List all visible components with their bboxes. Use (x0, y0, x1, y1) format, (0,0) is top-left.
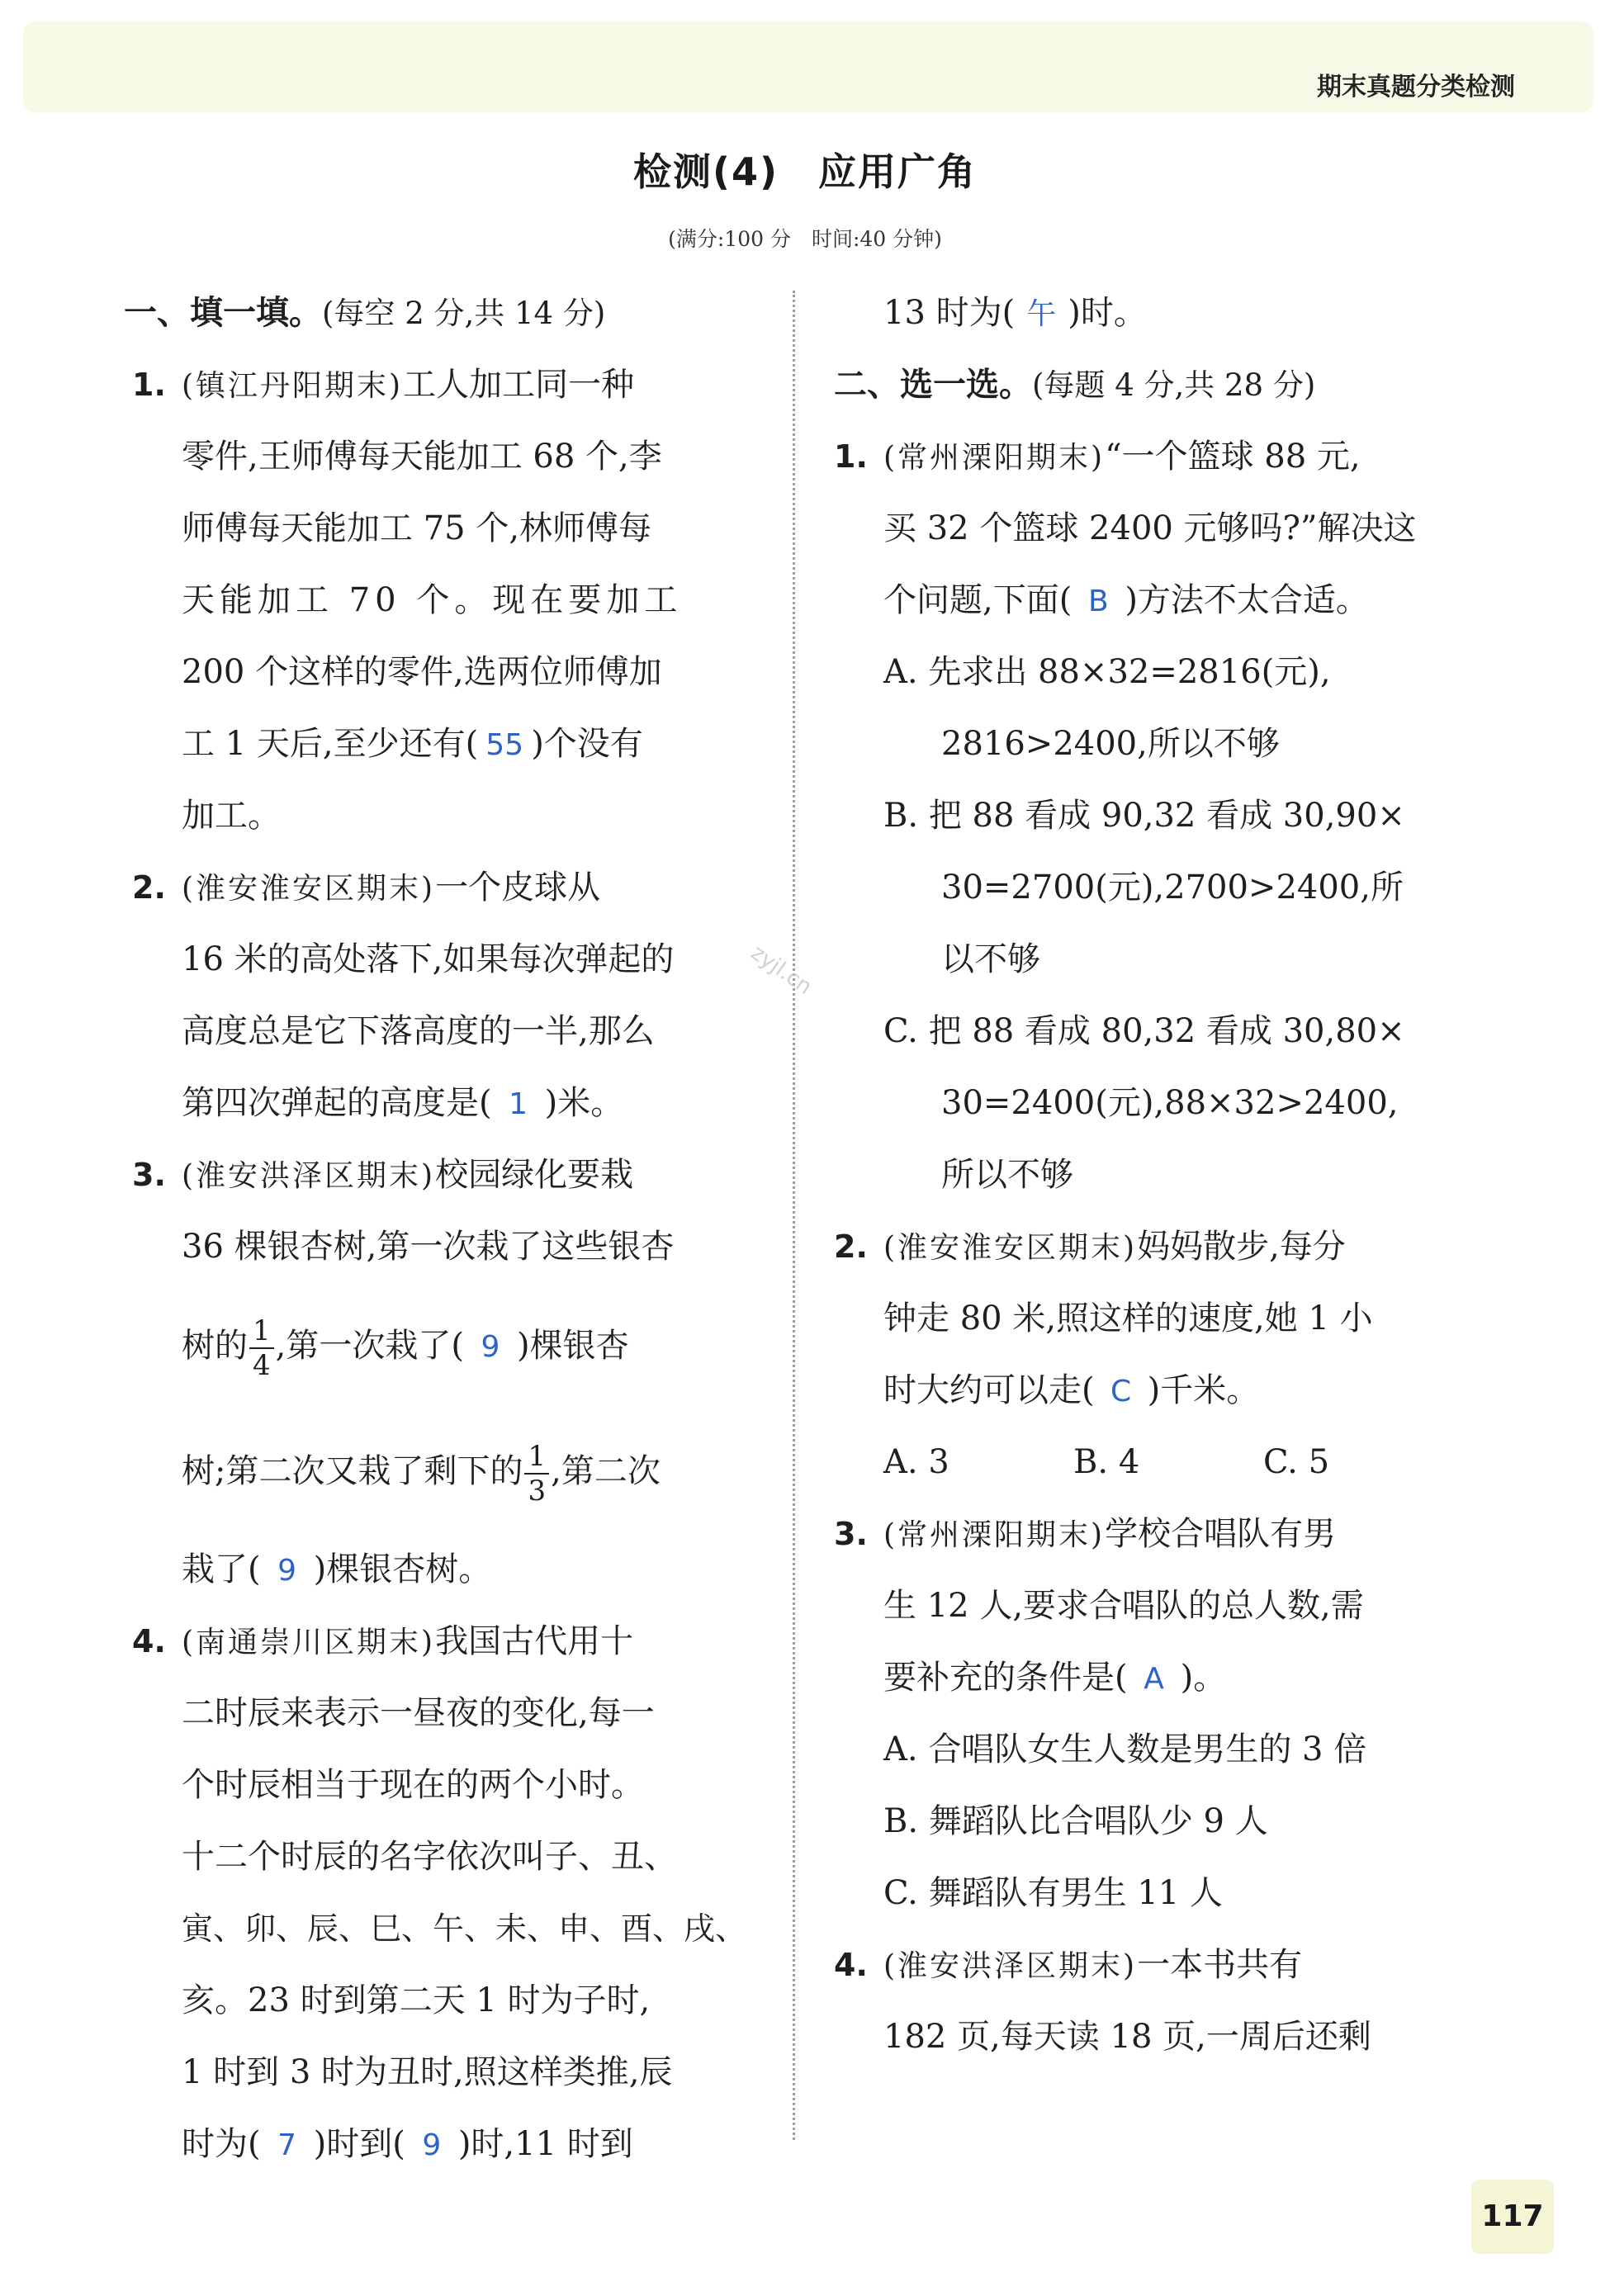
question-text: 二时辰来表示一昼夜的变化,每一 (182, 1694, 655, 1732)
question-number: 2. (834, 1228, 868, 1265)
question-text: 个问题,下面( (883, 581, 1073, 619)
answer-blank: 午 (1026, 297, 1057, 331)
question-text: 36 棵银杏树,第一次栽了这些银杏 (182, 1228, 675, 1266)
question-text: )千米。 (1147, 1371, 1260, 1409)
section-2-title: 二、选一选。 (834, 366, 1032, 404)
question-fill-1 (132, 349, 760, 852)
page-number: 117 (1471, 2180, 1554, 2254)
page-title: 检测(4) 应用广角 (632, 149, 978, 194)
question-text: )个没有 (531, 725, 643, 763)
question-text: 钟走 80 米,照这样的速度,她 1 小 (883, 1299, 1373, 1337)
question-text: 第四次弹起的高度是( (182, 1084, 492, 1122)
left-column (124, 277, 760, 2180)
option-c-continued: 30=2400(元),88×32>2400, (941, 1084, 1399, 1122)
answer-blank: 9 (422, 2128, 442, 2162)
answer-blank: B (1087, 585, 1109, 618)
section-1-title: 一、填一填。 (124, 294, 322, 332)
fraction-numerator: 1 (253, 1314, 271, 1347)
question-text: 个时辰相当于现在的两个小时。 (182, 1766, 644, 1804)
header-label: 期末真题分类检测 (1317, 73, 1515, 102)
question-source: (南通崇川区期末) (182, 1626, 436, 1659)
question-source: (淮安淮安区期末) (182, 872, 436, 906)
column-divider (793, 291, 795, 2140)
question-text: )。 (1180, 1659, 1227, 1697)
section-1-heading (124, 277, 760, 349)
question-text: 时为( (182, 2125, 261, 2163)
question-text: 校园绿化要栽 (435, 1156, 634, 1194)
fraction (524, 1440, 549, 1508)
question-text: 182 页,每天读 18 页,一周后还剩 (883, 2018, 1371, 2056)
question-number: 3. (834, 1516, 868, 1552)
option-row (883, 1427, 1478, 1498)
question-text: )米。 (544, 1084, 624, 1122)
answer-blank: 9 (481, 1330, 500, 1364)
question-source: (淮安洪泽区期末) (883, 1949, 1138, 1983)
question-source: (镇江丹阳期末) (182, 369, 404, 403)
question-text: 高度总是它下落高度的一半,那么 (182, 1012, 655, 1050)
question-text: 生 12 人,要求合唱队的总人数,需 (883, 1587, 1364, 1625)
question-text: 200 个这样的零件,选两位师傅加 (182, 653, 662, 691)
option-c-continued: 所以不够 (941, 1156, 1073, 1194)
option-b-continued: 以不够 (941, 940, 1040, 978)
question-number: 2. (132, 869, 166, 906)
question-text: 13 时为( (883, 294, 1016, 332)
question-text: 学校合唱队有男 (1105, 1515, 1337, 1553)
question-number: 4. (834, 1947, 868, 1983)
question-choice-1 (834, 421, 1478, 1211)
answer-blank: 9 (277, 1554, 297, 1588)
option-a: A. 3 (883, 1443, 949, 1481)
question-text: 一个皮球从 (435, 869, 601, 907)
question-text: 零件,王师傅每天能加工 68 个,李 (182, 438, 662, 476)
fraction (249, 1314, 274, 1382)
question-choice-4 (834, 1929, 1478, 2073)
question-text: 1 时到 3 时为丑时,照这样类推,辰 (182, 2053, 673, 2091)
question-text: )时到( (313, 2125, 405, 2163)
question-text: “一个篮球 88 元, (1105, 438, 1361, 476)
question-text: 加工。 (182, 797, 281, 835)
question-number: 3. (132, 1157, 166, 1193)
option-b: B. 把 88 看成 90,32 看成 30,90× (883, 797, 1405, 835)
question-text: 一本书共有 (1137, 1946, 1303, 1984)
question-text: 时大约可以走( (883, 1371, 1095, 1409)
question-number: 4. (132, 1623, 166, 1659)
section-2-note: (每题 4 分,共 28 分) (1032, 367, 1316, 403)
question-text: 工 1 天后,至少还有( (182, 725, 479, 763)
question-number: 1. (834, 438, 868, 475)
question-text: 要补充的条件是( (883, 1659, 1128, 1697)
question-text: 十二个时辰的名字依次叫子、丑、 (182, 1838, 677, 1876)
question-text: 栽了( (182, 1550, 261, 1588)
question-text: ,第二次 (551, 1452, 661, 1490)
option-b: B. 舞蹈队比合唱队少 9 人 (883, 1802, 1268, 1840)
question-text: )时。 (1068, 294, 1147, 332)
question-text: 树;第二次又栽了剩下的 (182, 1452, 523, 1490)
answer-blank: 1 (509, 1087, 528, 1121)
question-choice-3 (834, 1498, 1478, 1929)
option-a: A. 合唱队女生人数是男生的 3 倍 (883, 1730, 1367, 1768)
question-text: 亥。23 时到第二天 1 时为子时, (182, 1981, 651, 2019)
watermark: zyjl.cn (746, 940, 817, 1000)
question-text: 工人加工同一种 (403, 366, 635, 404)
question-text: 买 32 个篮球 2400 元够吗?”解决这 (883, 509, 1417, 547)
question-text: 天能加工 70 个。现在要加工 (182, 581, 683, 619)
question-text: )棵银杏树。 (313, 1550, 492, 1588)
fraction-numerator: 1 (528, 1440, 547, 1473)
section-2-heading (834, 349, 1478, 421)
question-choice-2 (834, 1211, 1478, 1498)
fraction-denominator: 4 (249, 1347, 274, 1382)
question-fill-4 (132, 1606, 760, 2180)
question-text: 师傅每天能加工 75 个,林师傅每 (182, 509, 652, 547)
option-c: C. 舞蹈队有男生 11 人 (883, 1874, 1223, 1912)
question-fill-2 (132, 852, 760, 1139)
question-text: 16 米的高处落下,如果每次弹起的 (182, 940, 675, 978)
answer-blank: C (1110, 1375, 1132, 1408)
question-source: (常州溧阳期末) (883, 1518, 1106, 1552)
question-text: ,第一次栽了( (275, 1327, 464, 1365)
question-number: 1. (132, 367, 166, 403)
question-text: 树的 (182, 1327, 248, 1365)
option-b: B. 4 (1073, 1443, 1140, 1481)
question-text: 我国古代用十 (435, 1622, 634, 1660)
answer-blank: A (1144, 1662, 1164, 1696)
question-text: 妈妈散步,每分 (1137, 1228, 1346, 1266)
section-1-note: (每空 2 分,共 14 分) (322, 296, 606, 331)
question-source: (常州溧阳期末) (883, 441, 1106, 475)
answer-blank: 55 (485, 728, 524, 762)
option-c: C. 把 88 看成 80,32 看成 30,80× (883, 1012, 1405, 1050)
fraction-denominator: 3 (524, 1473, 549, 1508)
question-text: )棵银杏 (516, 1327, 629, 1365)
option-b-continued: 30=2700(元),2700>2400,所 (941, 869, 1404, 907)
question-text: )时,11 时到 (457, 2125, 633, 2163)
question-text: 寅、卯、辰、巳、午、未、申、酉、戌、 (182, 1910, 747, 1947)
question-source: (淮安洪泽区期末) (182, 1159, 436, 1193)
option-a: A. 先求出 88×32=2816(元), (883, 653, 1331, 691)
answer-blank: 7 (277, 2128, 297, 2162)
right-column (834, 277, 1478, 2073)
exam-meta: (满分:100 分 时间:40 分钟) (668, 227, 942, 251)
option-c: C. 5 (1263, 1443, 1330, 1481)
question-source: (淮安淮安区期末) (883, 1231, 1138, 1265)
question-text: )方法不太合适。 (1125, 581, 1369, 619)
question-fill-3 (132, 1139, 760, 1606)
option-a-continued: 2816>2400,所以不够 (941, 725, 1280, 763)
